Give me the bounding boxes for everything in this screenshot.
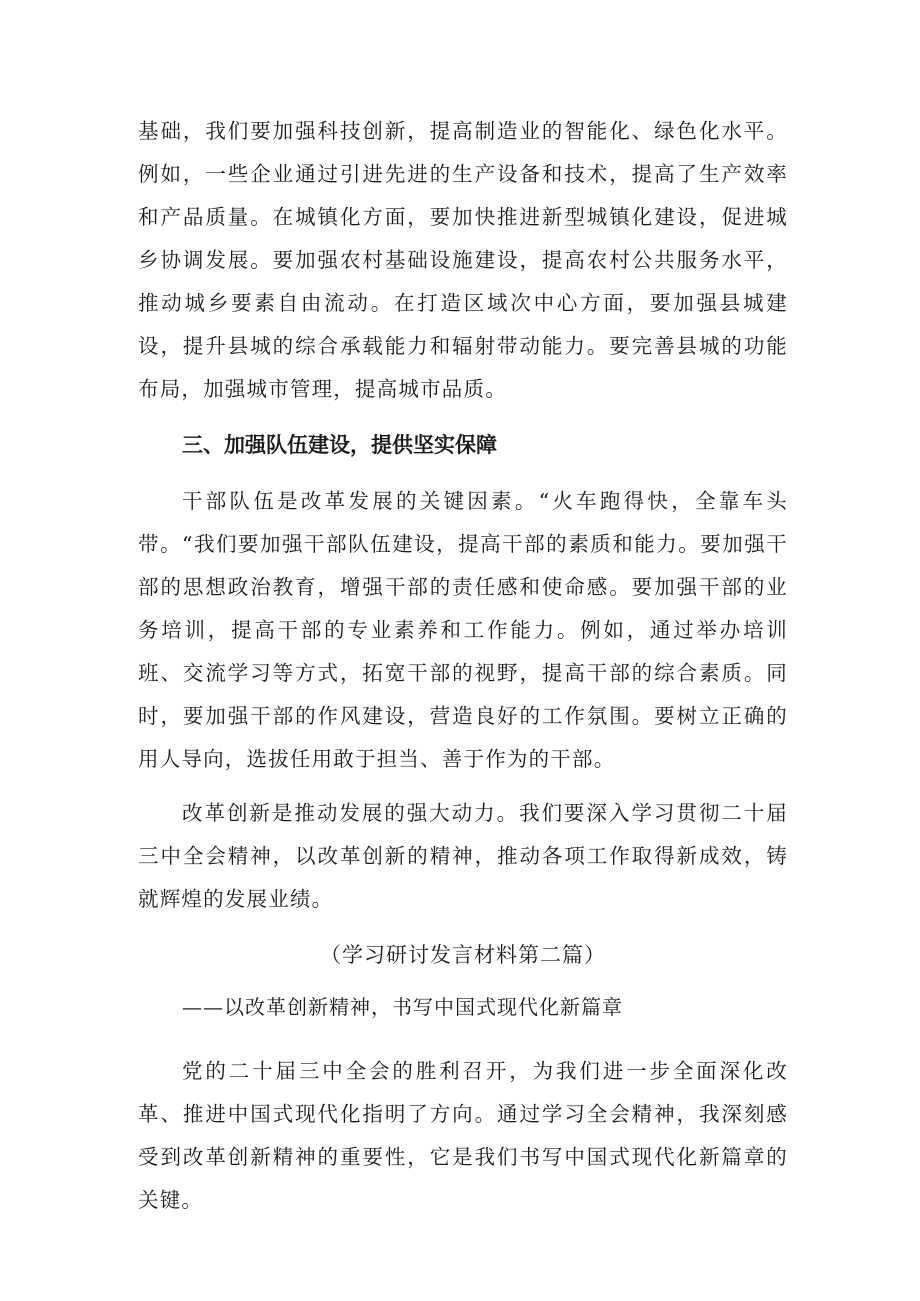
body-paragraph: 干部队伍是改革发展的关键因素。“火车跑得快，全靠车头带。“我们要加强干部队伍建设，提高干部的素质和能力。要加强干部的思想政治教育，增强干部的责任感和使命感。要加强干部的业务培训，提高干部的专业素养和工作能力。例如，通过举办培训班、交流学习等方式，拓宽干部的视野，提高干部的综合素质。同时，要加强干部的作风建设，营造良好的工作氛围。要树立正确的用人导向，选拔任用敢于担当、善于作为的干部。 [138, 489, 788, 771]
body-paragraph: 党的二十届三中全会的胜利召开，为我们进一步全面深化改革、推进中国式现代化指明了方向。通过学习全会精神，我深刻感受到改革创新精神的重要性，它是我们书写中国式现代化新篇章的关键。 [138, 1059, 788, 1212]
article-title: （学习研讨发言材料第二篇） [320, 943, 606, 967]
body-paragraph: 改革创新是推动发展的强大动力。我们要深入学习贯彻二十届三中全会精神，以改革创新的精神，推动各项工作取得新成效，铸就辉煌的发展业绩。 [138, 801, 788, 911]
body-paragraph: 基础，我们要加强科技创新，提高制造业的智能化、绿色化水平。例如，一些企业通过引进先进的生产设备和技术，提高了生产效率和产品质量。在城镇化方面，要加快推进新型城镇化建设，促进城乡协调发展。要加强农村基础设施建设，提高农村公共服务水平，推动城乡要素自由流动。在打造区域次中心方面，要加强县城建设，提升县城的综合承载能力和辐射带动能力。要完善县城的功能布局，加强城市管理，提高城市品质。 [138, 119, 788, 401]
article-subtitle: ——以改革创新精神，书写中国式现代化新篇章 [182, 995, 623, 1019]
section-heading: 三、加强队伍建设，提供坚实保障 [182, 433, 497, 457]
